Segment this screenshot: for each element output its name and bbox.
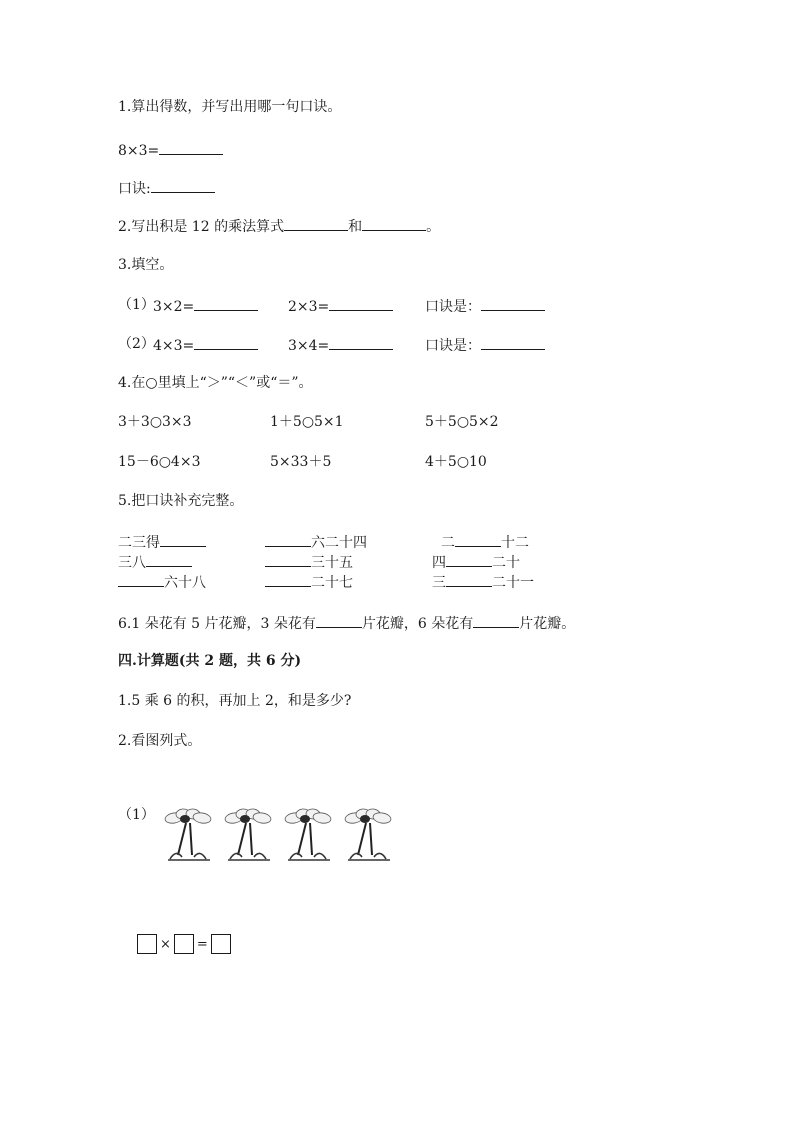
q3-row1-b-text: 2×3=	[288, 299, 330, 315]
q5-r2c2	[265, 551, 353, 573]
q4-r2-c3: 4＋5○10	[425, 454, 487, 470]
q5-title: 5.把口诀补充完整。	[118, 493, 244, 509]
q6-blank-1[interactable]	[316, 612, 362, 628]
q3-row1-c	[425, 295, 545, 317]
q3-row2-c-text: 口诀是：	[425, 338, 481, 354]
times-sign: ×	[160, 936, 171, 952]
q5-r2c1-blank[interactable]	[146, 551, 192, 567]
q5-r3c3a-text: 三	[432, 575, 446, 591]
q1-answer-blank[interactable]	[159, 139, 223, 155]
q4-r1-c3: 5＋5○5×2	[425, 414, 499, 430]
q3-row1-b-blank[interactable]	[329, 295, 393, 311]
q5-r3c3-blank[interactable]	[446, 571, 492, 587]
q5-r2c3a-text: 四	[432, 555, 446, 571]
q1-koujue-label: 口诀:	[118, 181, 151, 197]
q4-title: 4.在○里填上“＞”“＜”或“＝”。	[118, 375, 313, 391]
q4-r1-c2: 1＋5○5×1	[270, 414, 344, 430]
flower-picture	[160, 805, 405, 867]
q5-r2c1	[118, 551, 192, 573]
section4-title: 四.计算题(共 2 题，共 6 分)	[118, 653, 302, 669]
q5-r3c3b-text: 二十一	[492, 575, 534, 591]
q3-row2-a-blank[interactable]	[194, 334, 258, 350]
equals-sign: =	[196, 936, 208, 952]
q2-text-mid: 和	[348, 219, 363, 235]
q3-row1-a-text: 3×2=	[153, 299, 195, 315]
q5-r3c1-text: 六十八	[164, 575, 206, 591]
formula-row	[137, 933, 231, 955]
flower-icon	[284, 808, 331, 860]
calc2-title: 2.看图列式。	[118, 733, 202, 749]
q2-text-before: 2.写出积是 12 的乘法算式	[118, 219, 285, 235]
q5-r2c2-blank[interactable]	[265, 551, 311, 567]
q6-text-b: 片花瓣，6 朵花有	[361, 616, 474, 632]
q5-r2c2-text: 三十五	[311, 555, 353, 571]
q5-r1c2	[265, 531, 367, 553]
q6-blank-2[interactable]	[473, 612, 519, 628]
q2-line	[118, 215, 440, 237]
flower-icon	[224, 808, 271, 860]
q2-blank-2[interactable]	[362, 215, 426, 231]
factor-box-1[interactable]	[137, 934, 157, 954]
q1-koujue-blank[interactable]	[151, 177, 215, 193]
calc2-part-label: （1）	[118, 807, 155, 823]
q3-row2-c	[425, 334, 545, 356]
q5-r3c1	[118, 571, 206, 593]
q6-line	[118, 612, 575, 634]
q1-expression	[118, 139, 223, 161]
q5-r1c3b-text: 十二	[501, 535, 529, 551]
q3-row2-c-blank[interactable]	[481, 334, 545, 350]
q5-r3c1-blank[interactable]	[118, 571, 164, 587]
q2-text-end: 。	[426, 219, 441, 235]
q5-r1c3-blank[interactable]	[455, 531, 501, 547]
q3-row1-a-blank[interactable]	[194, 295, 258, 311]
q6-text-c: 片花瓣。	[519, 616, 576, 632]
q4-r1-c1: 3＋3○3×3	[118, 414, 192, 430]
q1-expr-text: 8×3=	[118, 143, 160, 159]
q5-r3c2	[265, 571, 353, 593]
product-box[interactable]	[211, 934, 231, 954]
q3-row1-c-text: 口诀是：	[425, 299, 481, 315]
q3-row1-num: （1）	[118, 297, 155, 313]
q3-row1-a	[153, 295, 258, 317]
q3-row2-b-text: 3×4=	[288, 338, 330, 354]
q4-r2-c2: 5×33＋5	[270, 454, 332, 470]
q3-row1-b	[288, 295, 393, 317]
q5-r1c2-text: 六二十四	[311, 535, 367, 551]
q3-row2-a	[153, 334, 258, 356]
q5-r2c3	[432, 551, 520, 573]
q5-r3c2-blank[interactable]	[265, 571, 311, 587]
q5-r1c1	[118, 531, 206, 553]
q5-r2c3-blank[interactable]	[446, 551, 492, 567]
q4-r2-c1: 15－6○4×3	[118, 454, 201, 470]
q3-row2-b-blank[interactable]	[329, 334, 393, 350]
q3-title: 3.填空。	[118, 257, 174, 273]
q3-row2-num: （2）	[118, 336, 155, 352]
q5-r2c1-text: 三八	[118, 555, 146, 571]
q3-row2-b	[288, 334, 393, 356]
calc1-question: 1.5 乘 6 的积，再加上 2，和是多少?	[118, 693, 352, 709]
q5-r1c2-blank[interactable]	[265, 531, 311, 547]
q5-r1c3	[441, 531, 529, 553]
q5-r1c3a-text: 二	[441, 535, 455, 551]
q5-r3c2-text: 二十七	[311, 575, 353, 591]
q1-title: 1.算出得数，并写出用哪一句口诀。	[118, 99, 342, 115]
q3-row1-c-blank[interactable]	[481, 295, 545, 311]
q5-r1c1-text: 二三得	[118, 535, 160, 551]
q5-r1c1-blank[interactable]	[160, 531, 206, 547]
flower-icon	[344, 808, 391, 860]
q1-koujue	[118, 177, 215, 199]
q3-row2-a-text: 4×3=	[153, 338, 195, 354]
q5-r3c3	[432, 571, 534, 593]
flower-icon	[164, 808, 211, 860]
q2-blank-1[interactable]	[284, 215, 348, 231]
factor-box-2[interactable]	[174, 934, 194, 954]
q5-r2c3b-text: 二十	[492, 555, 520, 571]
q6-text-a: 6.1 朵花有 5 片花瓣，3 朵花有	[118, 616, 316, 632]
